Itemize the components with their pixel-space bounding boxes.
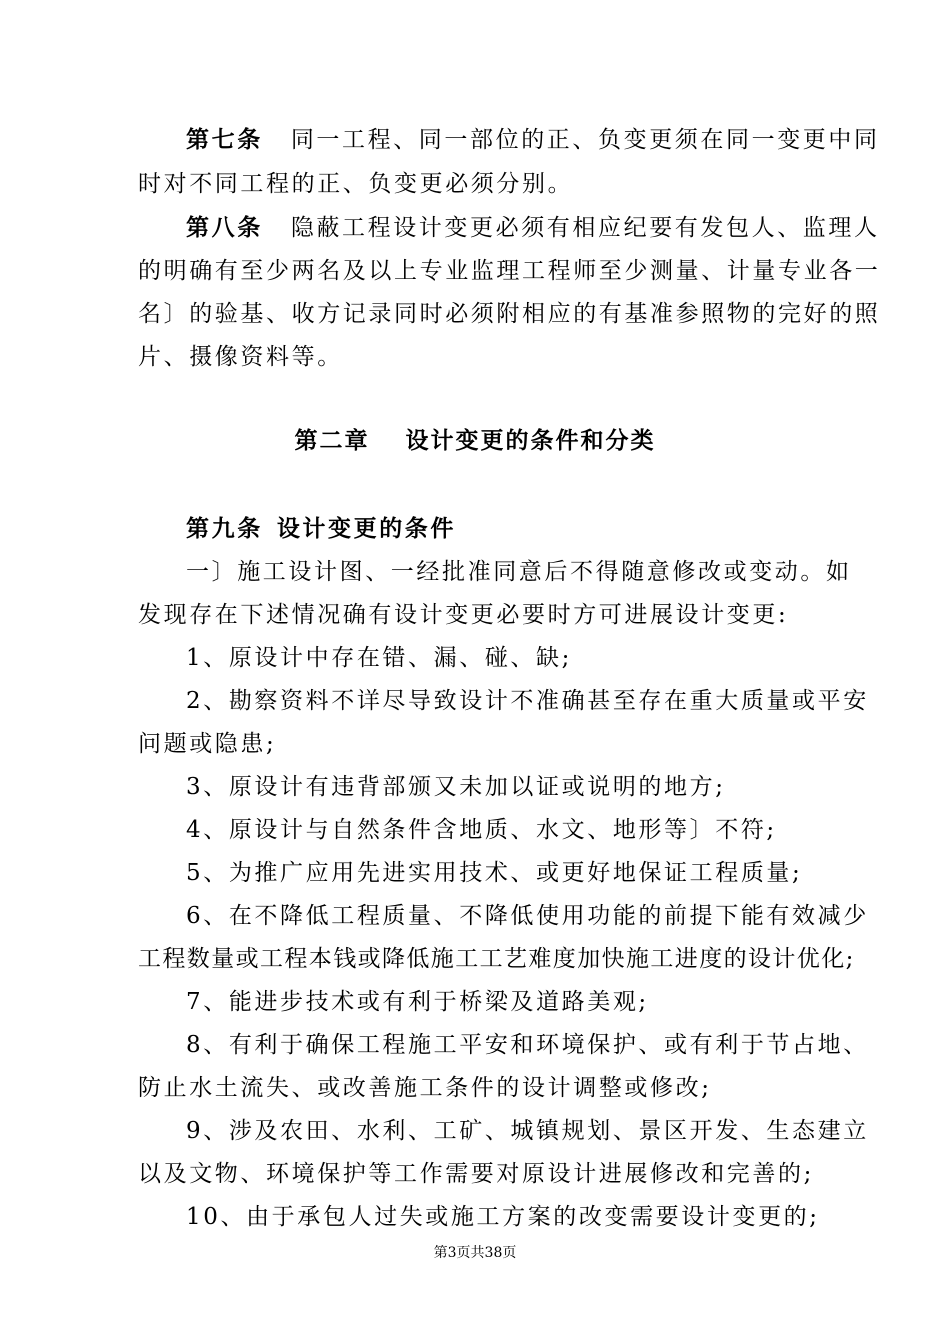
item-9-line-1: 9、涉及农田、水利、工矿、城镇规划、景区开发、生态建立: [186, 1118, 869, 1144]
item-6-line-2: 工程数量或工程本钱或降低施工工艺难度加快施工进度的设计优化;: [138, 946, 855, 972]
article-9-label: 第九条: [186, 516, 263, 542]
item-4: 4、原设计与自然条件含地质、水文、地形等〕不符;: [186, 817, 777, 843]
article-9-title: 设计变更的条件: [276, 516, 457, 542]
article-7-text-1: 同一工程、同一部位的正、负变更须在同一变更中同: [290, 127, 880, 153]
article-8-text-1: 隐蔽工程设计变更必须有相应纪要有发包人、监理人: [290, 215, 880, 241]
item-8-line-2: 防止水土流失、或改善施工条件的设计调整或修改;: [138, 1075, 712, 1101]
article-7-line-2: 时对不同工程的正、负变更必须分别。: [138, 171, 574, 197]
item-6-line-1: 6、在不降低工程质量、不降低使用功能的前提下能有效减少: [186, 903, 869, 929]
intro-line-1: 一〕施工设计图、一经批准同意后不得随意修改或变动。如: [186, 559, 852, 585]
chapter-heading: [0, 426, 950, 456]
item-5: 5、为推广应用先进实用技术、或更好地保证工程质量;: [186, 860, 803, 886]
article-8-line-4: 片、摄像资料等。: [138, 344, 343, 370]
item-2-line-1: 2、勘察资料不详尽导致设计不准确甚至存在重大质量或平安: [186, 688, 869, 714]
article-8-line-2: 的明确有至少两名及以上专业监理工程师至少测量、计量专业各一: [138, 258, 881, 284]
article-8-line-3: 名〕的验基、收方记录同时必须附相应的有基准参照物的完好的照: [138, 301, 881, 327]
item-1: 1、原设计中存在错、漏、碰、缺;: [186, 645, 572, 671]
article-9-heading: [186, 514, 838, 544]
article-8-label: 第八条: [186, 215, 263, 241]
chapter-label: 第二章: [294, 428, 370, 454]
item-8-line-1: 8、有利于确保工程施工平安和环境保护、或有利于节占地、: [186, 1032, 869, 1058]
intro-line-2: 发现存在下述情况确有设计变更必要时方可进展设计变更:: [138, 602, 789, 628]
article-7-line-1: [186, 125, 880, 155]
item-2-line-2: 问题或隐患;: [138, 731, 277, 757]
item-7: 7、能进步技术或有利于桥梁及道路美观;: [186, 989, 649, 1015]
chapter-title: 设计变更的条件和分类: [405, 428, 656, 454]
item-3: 3、原设计有违背部颁又未加以证或说明的地方;: [186, 774, 726, 800]
item-10: 10、由于承包人过失或施工方案的改变需要设计变更的;: [186, 1204, 820, 1230]
item-9-line-2: 以及文物、环境保护等工作需要对原设计进展修改和完善的;: [138, 1161, 814, 1187]
article-7-label: 第七条: [186, 127, 263, 153]
article-8-line-1: [186, 213, 880, 243]
page-footer: 第3页共38页: [433, 1245, 517, 1261]
